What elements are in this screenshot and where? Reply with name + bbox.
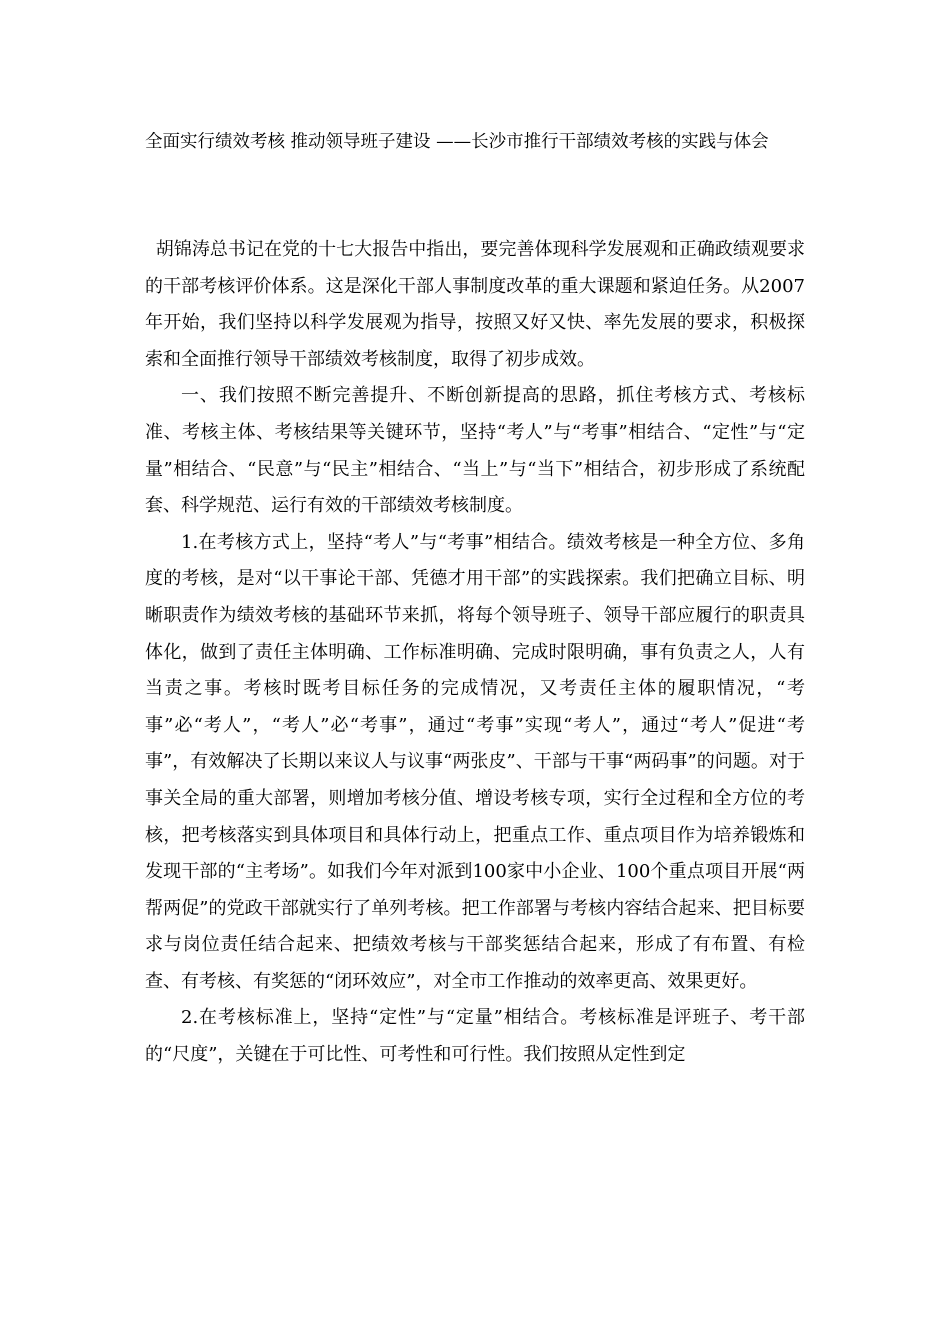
document-title: 全面实行绩效考核 推动领导班子建设 ——长沙市推行干部绩效考核的实践与体会 — [145, 132, 769, 152]
paragraph-intro: 胡锦涛总书记在党的十七大报告中指出，要完善体现科学发展观和正确政绩观要求的干部考核评价体系。这是深化干部人事制度改革的重大课题和紧迫任务。从2007年开始，我们坚持以科学发展观为指导，按照又好又快、率先发展的要求，积极探索和全面推行领导干部绩效考核制度，取得了初步成效。 — [145, 239, 805, 370]
paragraph-section-one: 一、我们按照不断完善提升、不断创新提高的思路，抓住考核方式、考核标准、考核主体、考核结果等关键环节，坚持“考人”与“考事”相结合、“定性”与“定量”相结合、“民意”与“民主”相结合、“当上”与“当下”相结合，初步形成了系统配套、科学规范、运行有效的干部绩效考核制度。 — [145, 385, 805, 517]
paragraph-point-one: 1.在考核方式上，坚持“考人”与“考事”相结合。绩效考核是一种全方位、多角度的考核，是对“以干事论干部、凭德才用干部”的实践探索。我们把确立目标、明晰职责作为绩效考核的基础环节来抓，将每个领导班子、领导干部应履行的职责具体化，做到了责任主体明确、工作标准明确、完成时限明确，事有负责之人，人有当责之事。考核时既考目标任务的完成情况，又考责任主体的履职情况，“考事”必“考人”，“考人”必“考事”，通过“考事”实现“考人”，通过“考人”促进“考事”，有效解决了长期以来议人与议事“两张皮”、干部与干事“两码事”的问题。对于事关全局的重大部署，则增加考核分值、增设考核专项，实行全过程和全方位的考核，把考核落实到具体项目和具体行动上，把重点工作、重点项目作为培养锻炼和发现干部的“主考场”。如我们今年对派到100家中小企业、100个重点项目开展“两帮两促”的党政干部就实行了单列考核。把工作部署与考核内容结合起来、把目标要求与岗位责任结合起来、把绩效考核与干部奖惩结合起来，形成了有布置、有检查、有考核、有奖惩的“闭环效应”，对全市工作推动的效率更高、效果更好。 — [145, 531, 805, 992]
document-body — [145, 232, 805, 1074]
paragraph-point-two: 2.在考核标准上，坚持“定性”与“定量”相结合。考核标准是评班子、考干部的“尺度”，关键在于可比性、可考性和可行性。我们按照从定性到定 — [145, 1007, 805, 1066]
